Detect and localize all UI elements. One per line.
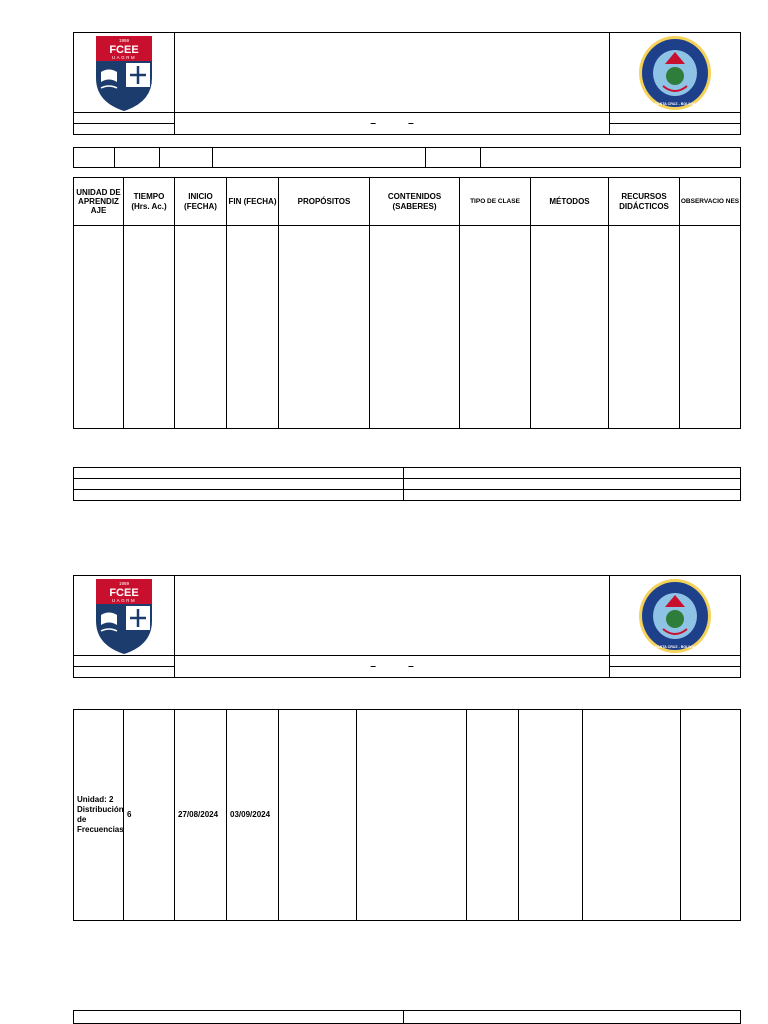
page1-info-row [73, 147, 741, 168]
uagrm-seal-cell [610, 576, 741, 656]
page1-planning-table [73, 177, 741, 429]
cell-fin: 03/09/2024 [227, 710, 279, 921]
page2-header-title-cell [175, 576, 610, 656]
svg-text:1959: 1959 [118, 37, 130, 43]
svg-text:SANTA CRUZ - BOLIVIA: SANTA CRUZ - BOLIVIA [654, 644, 696, 649]
page2-signature-table [73, 1010, 741, 1024]
col-recursos: RECURSOS DIDÁCTICOS [609, 178, 680, 226]
dash-right: – [408, 118, 414, 129]
cell-inicio: 27/08/2024 [175, 710, 227, 921]
page1-date-range [175, 113, 610, 135]
col-unidad: UNIDAD DE APRENDIZ AJE [74, 178, 124, 226]
col-observaciones: OBSERVACIO NES [680, 178, 741, 226]
col-propositos: PROPÓSITOS [279, 178, 370, 226]
page2-date-range [175, 656, 610, 678]
fcee-logo-cell [74, 33, 175, 113]
svg-text:UAGRM: UAGRM [111, 54, 137, 60]
fcee-logo-cell [74, 576, 175, 656]
university-seal-icon [637, 577, 713, 655]
uagrm-seal-cell [610, 33, 741, 113]
page1-header-title-cell [175, 33, 610, 113]
fcee-shield-icon [93, 34, 155, 112]
svg-text:FCEE: FCEE [109, 43, 139, 56]
col-inicio: INICIO (FECHA) [175, 178, 227, 226]
svg-text:UAGRM: UAGRM [111, 597, 137, 603]
dash-left: – [370, 118, 376, 129]
svg-text:FCEE: FCEE [109, 586, 139, 599]
cell-unidad: Unidad: 2 Distribución de Frecuencias [74, 710, 124, 921]
col-metodos: MÉTODOS [531, 178, 609, 226]
uagrm-seal [610, 577, 740, 655]
page2-header-table [73, 575, 741, 678]
page1-header-table [73, 32, 741, 135]
cell-tiempo: 6 [124, 710, 175, 921]
dash-right: – [408, 661, 414, 672]
fcee-shield-icon [93, 577, 155, 655]
col-contenidos: CONTENIDOS (SABERES) [370, 178, 460, 226]
svg-text:SANTA CRUZ - BOLIVIA: SANTA CRUZ - BOLIVIA [654, 101, 696, 106]
col-tipo-clase: TIPO DE CLASE [460, 178, 531, 226]
dash-left: – [370, 661, 376, 672]
fcee-logo [74, 577, 174, 655]
page2-planning-table [73, 709, 741, 921]
page1-signature-table [73, 467, 741, 501]
fcee-logo [74, 34, 174, 112]
university-seal-icon [637, 34, 713, 112]
col-fin: FIN (FECHA) [227, 178, 279, 226]
uagrm-seal [610, 34, 740, 112]
svg-text:1959: 1959 [118, 580, 130, 586]
col-tiempo: TIEMPO (Hrs. Ac.) [124, 178, 175, 226]
